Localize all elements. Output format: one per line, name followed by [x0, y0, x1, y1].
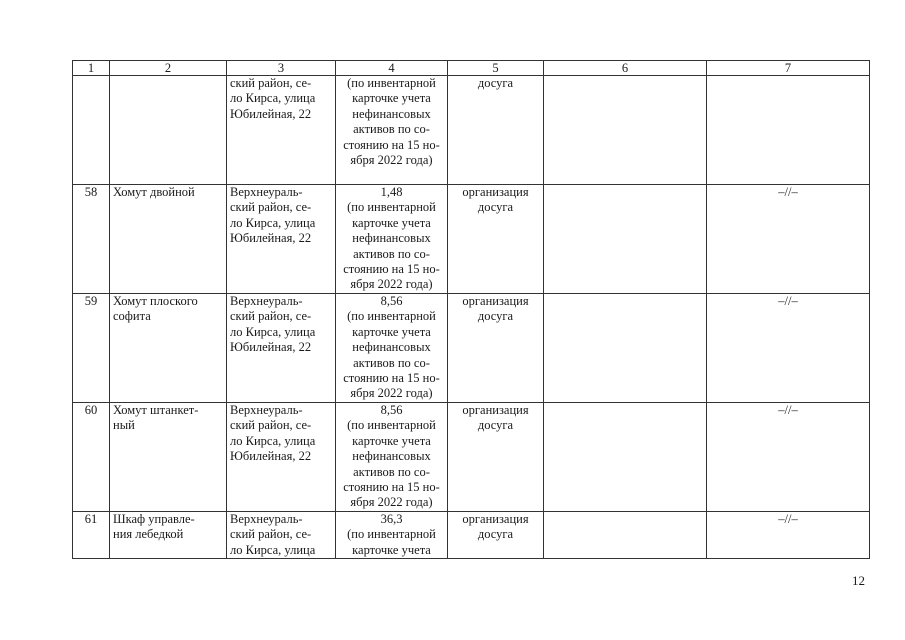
column-number: 7 — [707, 61, 870, 76]
item-name-line: софита — [113, 309, 151, 324]
item-recipient — [448, 76, 544, 185]
item-value-line: (по инвентарной — [347, 418, 436, 433]
item-value-line: 8,56 — [380, 294, 403, 308]
item-address-line: ский район, се- — [230, 76, 312, 90]
item-value-line: стоянию на 15 но- — [343, 137, 440, 152]
item-col7: –//– — [707, 512, 870, 559]
item-name — [110, 512, 227, 559]
item-address-line: Верхнеураль- — [230, 294, 303, 308]
item-number — [73, 76, 110, 185]
item-value — [336, 512, 448, 559]
item-value-line: 36,3 — [380, 512, 403, 526]
item-value-line: карточке учета — [352, 433, 431, 448]
item-address — [227, 403, 336, 512]
item-address-line: ский район, се- — [230, 527, 312, 542]
item-value-line: ября 2022 года) — [350, 386, 433, 401]
item-value — [336, 185, 448, 294]
item-value-line: активов по со- — [353, 355, 430, 370]
item-col7 — [707, 76, 870, 185]
table-row — [73, 185, 870, 294]
item-col7: –//– — [707, 403, 870, 512]
table-row — [73, 76, 870, 185]
item-value-line: 8,56 — [380, 403, 403, 417]
item-value-line: 1,48 — [380, 185, 403, 199]
item-recipient-line: организация — [462, 294, 529, 308]
item-address-line: ский район, се- — [230, 309, 312, 324]
item-number: 60 — [73, 403, 110, 512]
item-address-line: Юбилейная, 22 — [230, 340, 312, 355]
item-number: 59 — [73, 294, 110, 403]
item-value-line: активов по со- — [353, 464, 430, 479]
item-address-line: Верхнеураль- — [230, 185, 303, 199]
item-value-line: ября 2022 года) — [350, 277, 433, 292]
item-name — [110, 185, 227, 294]
item-col6 — [544, 403, 707, 512]
item-address — [227, 512, 336, 559]
item-address — [227, 76, 336, 185]
item-address-line: ло Кирса, улица — [230, 542, 316, 557]
item-recipient-line: организация — [462, 403, 529, 417]
item-address-line: ло Кирса, улица — [230, 433, 316, 448]
item-value-line: ября 2022 года) — [350, 495, 433, 510]
item-name — [110, 76, 227, 185]
table-row — [73, 294, 870, 403]
item-value — [336, 76, 448, 185]
item-recipient-line: досуга — [477, 527, 514, 542]
item-value-line: ября 2022 года) — [350, 153, 433, 168]
item-recipient — [448, 403, 544, 512]
item-col6 — [544, 76, 707, 185]
item-col7: –//– — [707, 294, 870, 403]
item-address-line: ло Кирса, улица — [230, 91, 316, 106]
column-number: 6 — [544, 61, 707, 76]
column-number-row — [73, 61, 870, 76]
item-address-line: Юбилейная, 22 — [230, 106, 312, 121]
item-value-line: (по инвентарной — [347, 527, 436, 542]
item-name-line: Шкаф управле- — [113, 512, 195, 526]
property-table — [72, 60, 870, 559]
item-address — [227, 294, 336, 403]
column-number: 1 — [73, 61, 110, 76]
item-address-line: ло Кирса, улица — [230, 324, 316, 339]
item-recipient — [448, 294, 544, 403]
item-col7: –//– — [707, 185, 870, 294]
item-value-line: карточке учета — [352, 91, 431, 106]
item-value — [336, 294, 448, 403]
item-value-line: нефинансовых — [352, 449, 431, 464]
item-name-line: ный — [113, 418, 135, 433]
item-col6 — [544, 185, 707, 294]
item-address-line: Верхнеураль- — [230, 403, 303, 417]
item-name — [110, 294, 227, 403]
column-number: 2 — [110, 61, 227, 76]
table-body — [73, 61, 870, 559]
item-value-line: активов по со- — [353, 246, 430, 261]
item-col6 — [544, 512, 707, 559]
item-number: 58 — [73, 185, 110, 294]
column-number: 4 — [336, 61, 448, 76]
item-value-line: (по инвентарной — [347, 309, 436, 324]
item-address-line: Верхнеураль- — [230, 512, 303, 526]
item-number: 61 — [73, 512, 110, 559]
item-value-line: (по инвентарной — [347, 76, 436, 90]
item-value-line: карточке учета — [352, 215, 431, 230]
item-recipient-line: досуга — [477, 76, 514, 90]
item-value-line: нефинансовых — [352, 106, 431, 121]
item-value-line: нефинансовых — [352, 231, 431, 246]
item-name — [110, 403, 227, 512]
item-value-line: (по инвентарной — [347, 200, 436, 215]
item-recipient-line: досуга — [477, 200, 514, 215]
item-value — [336, 403, 448, 512]
column-number: 3 — [227, 61, 336, 76]
item-address-line: ский район, се- — [230, 418, 312, 433]
item-name-line: Хомут двойной — [113, 185, 195, 199]
item-recipient — [448, 185, 544, 294]
item-value-line: стоянию на 15 но- — [343, 371, 440, 386]
item-col6 — [544, 294, 707, 403]
item-recipient — [448, 512, 544, 559]
table-row — [73, 403, 870, 512]
item-recipient-line: организация — [462, 185, 529, 199]
item-value-line: активов по со- — [353, 122, 430, 137]
item-address-line: ло Кирса, улица — [230, 215, 316, 230]
item-name-line: Хомут плоского — [113, 294, 198, 308]
item-name-line: Хомут штанкет- — [113, 403, 199, 417]
table-row — [73, 512, 870, 559]
item-address-line: Юбилейная, 22 — [230, 231, 312, 246]
item-name-line: ния лебедкой — [113, 527, 184, 542]
item-recipient-line: досуга — [477, 418, 514, 433]
item-address-line: Юбилейная, 22 — [230, 449, 312, 464]
item-recipient-line: организация — [462, 512, 529, 526]
item-address-line: ский район, се- — [230, 200, 312, 215]
item-value-line: нефинансовых — [352, 340, 431, 355]
item-address — [227, 185, 336, 294]
item-recipient-line: досуга — [477, 309, 514, 324]
item-value-line: стоянию на 15 но- — [343, 262, 440, 277]
item-value-line: стоянию на 15 но- — [343, 480, 440, 495]
page-number: 12 — [852, 573, 865, 588]
item-value-line: карточке учета — [352, 542, 431, 557]
column-number: 5 — [448, 61, 544, 76]
item-value-line: карточке учета — [352, 324, 431, 339]
